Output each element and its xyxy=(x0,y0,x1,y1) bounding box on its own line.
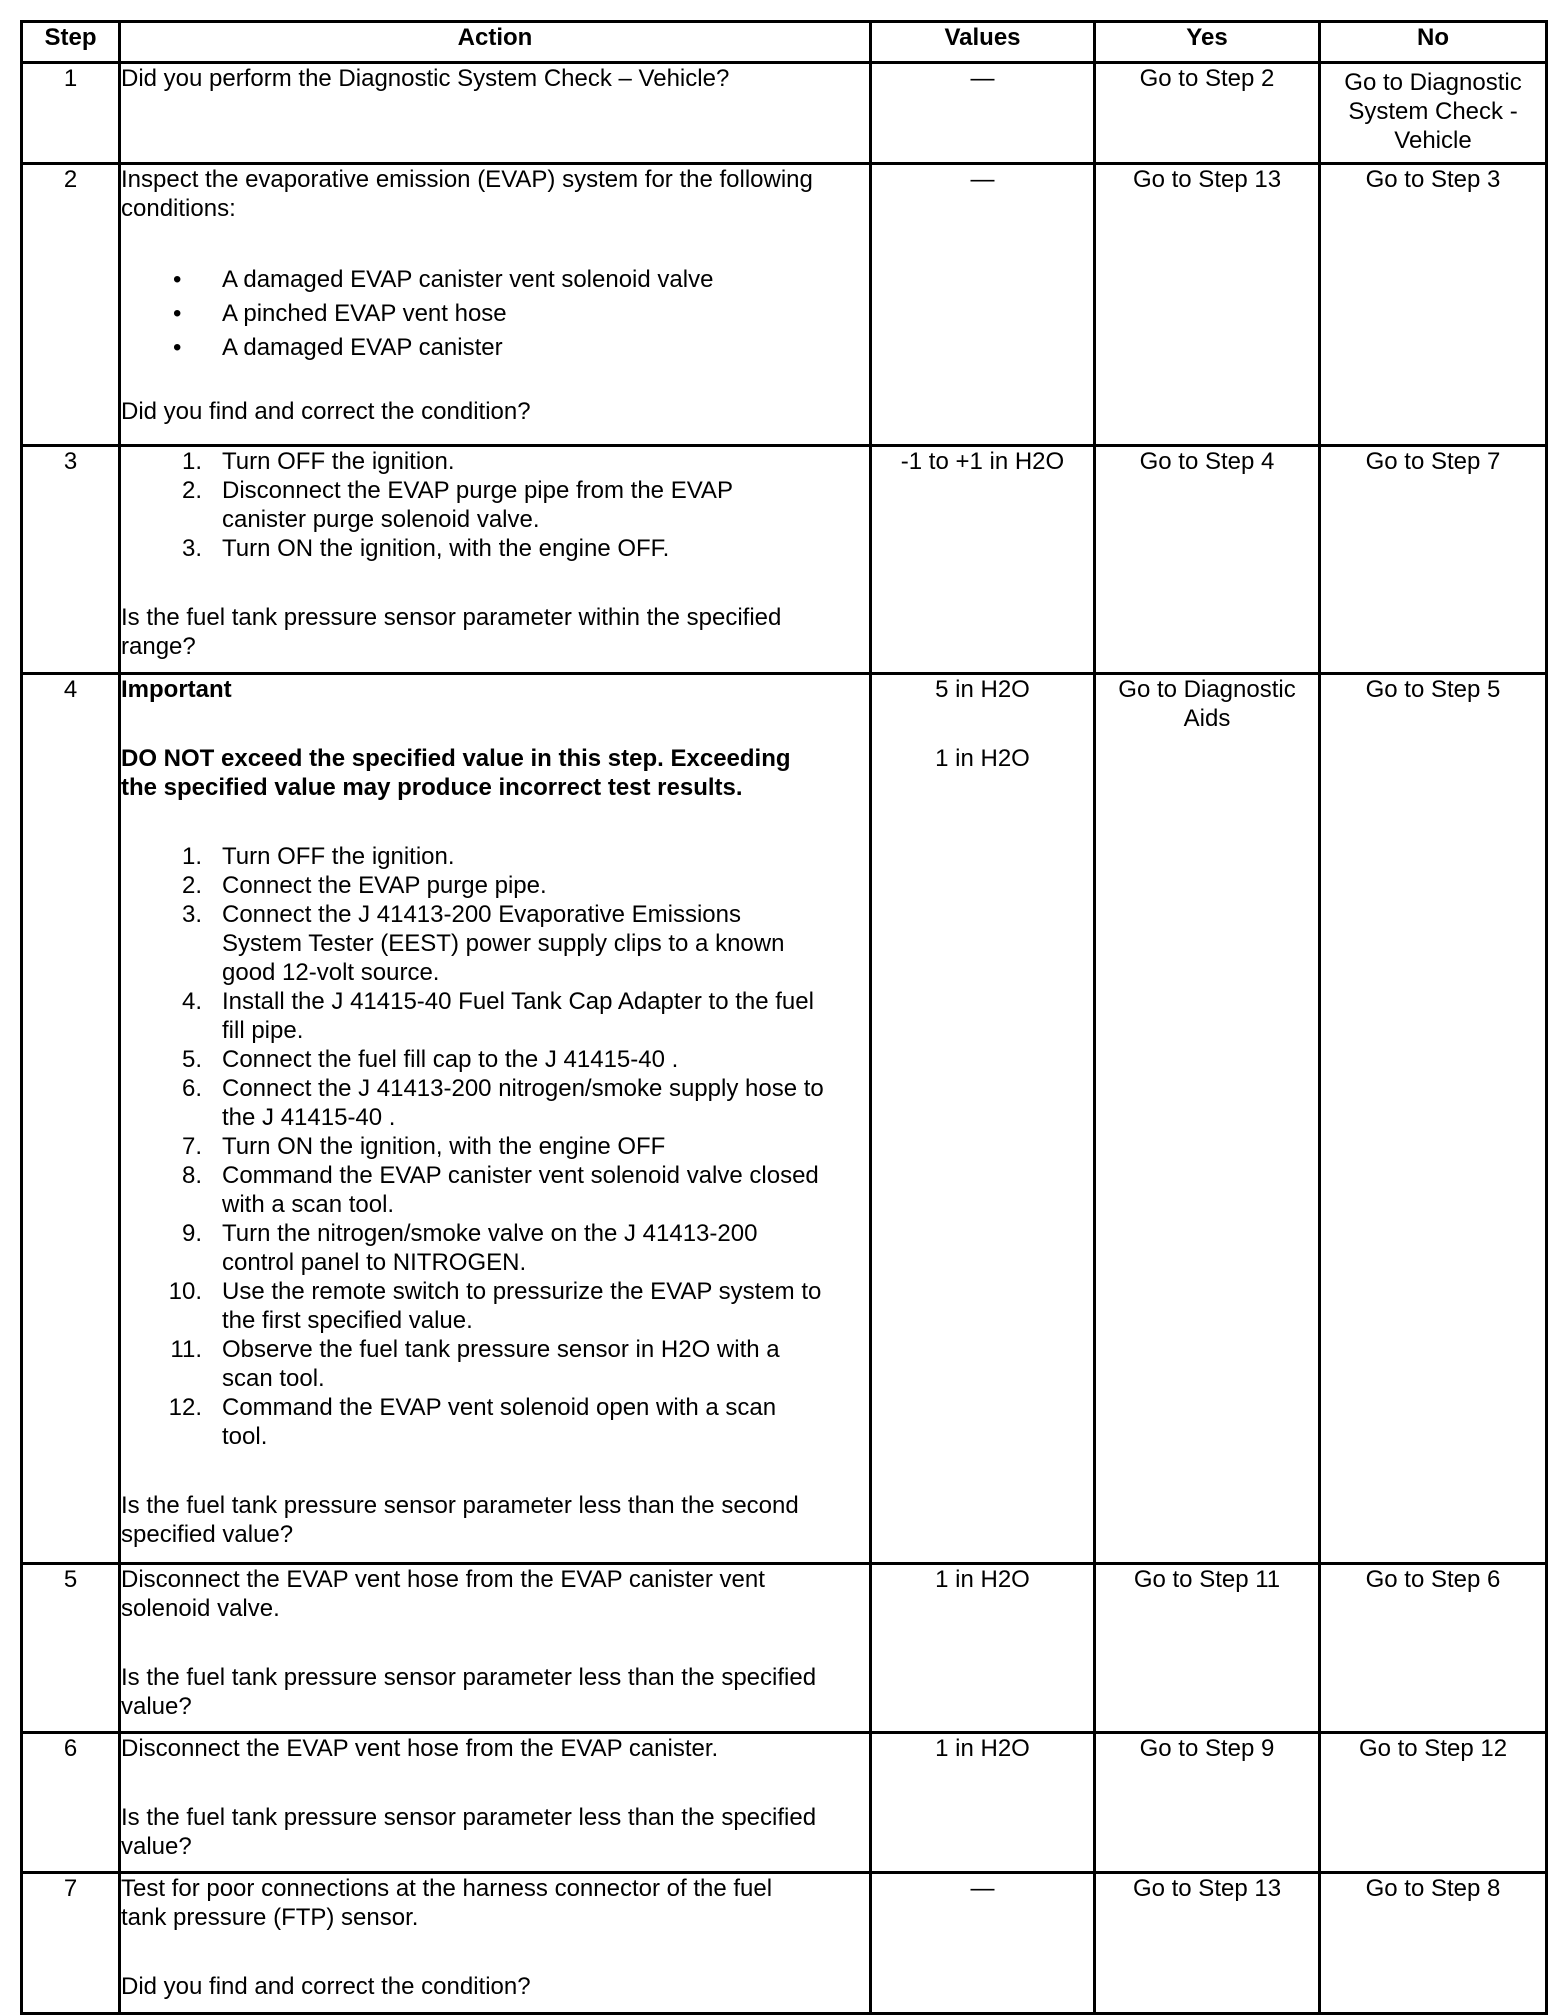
values-cell: — xyxy=(871,1873,1095,2014)
values-cell: -1 to +1 in H2O xyxy=(871,446,1095,674)
values-cell: 1 in H2O xyxy=(871,1733,1095,1873)
item-text: Turn OFF the ignition. xyxy=(222,448,455,475)
bullet-text: A damaged EVAP canister xyxy=(222,334,503,361)
item-number: 10. xyxy=(168,1278,202,1305)
no-cell: Go to Step 7 xyxy=(1320,446,1547,674)
no-cell: Go to Step 8 xyxy=(1320,1873,1547,2014)
procedure-list xyxy=(121,842,869,1451)
item-text: Turn ON the ignition, with the engine OFF xyxy=(222,1133,666,1160)
action-cell xyxy=(120,63,871,164)
step-number: 2 xyxy=(22,164,120,446)
bullet-text: A damaged EVAP canister vent solenoid valve xyxy=(222,266,714,293)
bullet-icon: • xyxy=(173,334,182,361)
list-item xyxy=(121,1393,869,1451)
action-cell xyxy=(120,1873,871,2014)
question-line: Is the fuel tank pressure sensor parameter less than the specified xyxy=(121,1664,817,1691)
question-line: range? xyxy=(121,633,196,660)
item-text: Use the remote switch to pressurize the EVAP system to xyxy=(222,1278,822,1305)
item-text: Disconnect the EVAP purge pipe from the EVAP xyxy=(222,477,733,504)
list-item xyxy=(121,987,869,1045)
intro-line: solenoid valve. xyxy=(121,1595,280,1622)
list-item xyxy=(121,299,869,328)
list-item xyxy=(121,447,869,476)
list-item xyxy=(121,1161,869,1219)
question-line: value? xyxy=(121,1833,192,1860)
item-number: 11. xyxy=(170,1336,202,1363)
values-cell: — xyxy=(871,63,1095,164)
header-values: Values xyxy=(871,22,1095,63)
no-line: Go to Diagnostic xyxy=(1344,69,1522,96)
item-text: Command the EVAP canister vent solenoid valve closed xyxy=(222,1162,819,1189)
header-step: Step xyxy=(22,22,120,63)
table-row-step-3 xyxy=(22,446,1547,674)
list-item xyxy=(121,871,869,900)
list-item xyxy=(121,1219,869,1277)
step-number: 5 xyxy=(22,1564,120,1733)
list-item xyxy=(121,1335,869,1393)
list-item xyxy=(121,1045,869,1074)
warning-line: DO NOT exceed the specified value in this step. Exceeding xyxy=(121,745,791,772)
item-text: control panel to NITROGEN. xyxy=(222,1249,527,1276)
item-number: 3. xyxy=(181,535,202,562)
list-item xyxy=(121,1074,869,1132)
no-line: System Check - xyxy=(1348,98,1518,125)
yes-line: Go to Diagnostic xyxy=(1118,676,1296,703)
step-number: 6 xyxy=(22,1733,120,1873)
table-row-step-4 xyxy=(22,674,1547,1564)
list-item xyxy=(121,265,869,294)
item-number: 7. xyxy=(181,1133,202,1160)
item-number: 2. xyxy=(181,477,202,504)
values-cell: — xyxy=(871,164,1095,446)
item-number: 5. xyxy=(181,1046,202,1073)
step-number: 3 xyxy=(22,446,120,674)
warning-line: the specified value may produce incorrect test results. xyxy=(121,774,743,801)
header-no: No xyxy=(1320,22,1547,63)
item-text: Connect the J 41413-200 nitrogen/smoke supply hose to xyxy=(222,1075,824,1102)
item-number: 6. xyxy=(181,1075,202,1102)
procedure-list xyxy=(121,447,869,563)
item-number: 12. xyxy=(168,1394,202,1421)
yes-cell: Go to Step 9 xyxy=(1095,1733,1320,1873)
list-item xyxy=(121,333,869,362)
action-cell xyxy=(120,164,871,446)
item-text: Connect the EVAP purge pipe. xyxy=(222,872,547,899)
question-line: Is the fuel tank pressure sensor parameter less than the specified xyxy=(121,1804,817,1831)
item-text: Turn the nitrogen/smoke valve on the J 41413-200 xyxy=(222,1220,758,1247)
table-row-step-6 xyxy=(22,1733,1547,1873)
item-number: 3. xyxy=(181,901,202,928)
bullet-text: A pinched EVAP vent hose xyxy=(222,300,507,327)
item-number: 9. xyxy=(181,1220,202,1247)
important-heading: Important xyxy=(121,676,232,703)
step-number: 1 xyxy=(22,63,120,164)
list-item xyxy=(121,476,869,534)
item-number: 8. xyxy=(181,1162,202,1189)
intro-line: Test for poor connections at the harness connector of the fuel xyxy=(121,1875,773,1902)
list-item xyxy=(121,534,869,563)
item-text: System Tester (EEST) power supply clips to a known xyxy=(222,930,785,957)
item-text: canister purge solenoid valve. xyxy=(222,506,540,533)
item-number: 2. xyxy=(181,872,202,899)
intro-line: Disconnect the EVAP vent hose from the EVAP canister vent xyxy=(121,1566,765,1593)
list-item xyxy=(121,1277,869,1335)
action-cell xyxy=(120,674,871,1564)
value-first: 5 in H2O xyxy=(935,676,1030,703)
list-item xyxy=(121,900,869,987)
item-text: fill pipe. xyxy=(222,1017,304,1044)
step-number: 7 xyxy=(22,1873,120,2014)
question-text: Did you find and correct the condition? xyxy=(121,398,531,425)
item-text: Command the EVAP vent solenoid open with a scan xyxy=(222,1394,777,1421)
item-number: 1. xyxy=(181,448,202,475)
header-action: Action xyxy=(120,22,871,63)
question-line: specified value? xyxy=(121,1521,294,1548)
question-line: value? xyxy=(121,1693,192,1720)
table-row-step-5 xyxy=(22,1564,1547,1733)
intro-line: tank pressure (FTP) sensor. xyxy=(121,1904,419,1931)
yes-line: Aids xyxy=(1183,705,1231,732)
item-text: Install the J 41415-40 Fuel Tank Cap Adapter to the fuel xyxy=(222,988,814,1015)
action-cell xyxy=(120,1564,871,1733)
yes-cell: Go to Step 13 xyxy=(1095,164,1320,446)
yes-cell: Go to Step 11 xyxy=(1095,1564,1320,1733)
bullet-icon: • xyxy=(173,266,182,293)
question-line: Is the fuel tank pressure sensor parameter less than the second xyxy=(121,1492,799,1519)
yes-cell: Go to Step 4 xyxy=(1095,446,1320,674)
intro-line: conditions: xyxy=(121,195,236,222)
question-text: Did you find and correct the condition? xyxy=(121,1973,531,2000)
item-text: tool. xyxy=(222,1423,268,1450)
no-line: Vehicle xyxy=(1394,127,1472,154)
item-number: 1. xyxy=(181,843,202,870)
item-text: Turn OFF the ignition. xyxy=(222,843,455,870)
no-cell: Go to Step 3 xyxy=(1320,164,1547,446)
item-text: Connect the fuel fill cap to the J 41415-40 . xyxy=(222,1046,679,1073)
list-item xyxy=(121,842,869,871)
item-text: scan tool. xyxy=(222,1365,325,1392)
step-number: 4 xyxy=(22,674,120,1564)
question-line: Is the fuel tank pressure sensor parameter within the specified xyxy=(121,604,782,631)
intro-line: Inspect the evaporative emission (EVAP) system for the following xyxy=(121,166,813,193)
action-cell xyxy=(120,446,871,674)
no-cell: Go to Step 6 xyxy=(1320,1564,1547,1733)
item-text: the J 41415-40 . xyxy=(222,1104,396,1131)
intro-line: Disconnect the EVAP vent hose from the EVAP canister. xyxy=(121,1735,719,1762)
diagnostic-table xyxy=(20,20,1548,2015)
item-text: good 12-volt source. xyxy=(222,959,440,986)
header-yes: Yes xyxy=(1095,22,1320,63)
values-cell xyxy=(871,674,1095,1564)
table-row-step-2 xyxy=(22,164,1547,446)
list-item xyxy=(121,1132,869,1161)
yes-cell xyxy=(1095,674,1320,1564)
table-row-step-1 xyxy=(22,63,1547,164)
value-second: 1 in H2O xyxy=(935,745,1030,772)
item-text: Observe the fuel tank pressure sensor in H2O with a xyxy=(222,1336,780,1363)
header-row xyxy=(22,22,1547,63)
condition-list xyxy=(121,265,869,362)
yes-cell: Go to Step 2 xyxy=(1095,63,1320,164)
no-cell: Go to Step 12 xyxy=(1320,1733,1547,1873)
question-text: Did you perform the Diagnostic System Check – Vehicle? xyxy=(121,65,730,92)
values-cell: 1 in H2O xyxy=(871,1564,1095,1733)
no-cell xyxy=(1320,63,1547,164)
yes-cell: Go to Step 13 xyxy=(1095,1873,1320,2014)
action-cell xyxy=(120,1733,871,1873)
item-text: Connect the J 41413-200 Evaporative Emissions xyxy=(222,901,741,928)
item-number: 4. xyxy=(181,988,202,1015)
bullet-icon: • xyxy=(173,300,182,327)
item-text: Turn ON the ignition, with the engine OFF. xyxy=(222,535,670,562)
table-row-step-7 xyxy=(22,1873,1547,2014)
no-cell: Go to Step 5 xyxy=(1320,674,1547,1564)
item-text: with a scan tool. xyxy=(222,1191,395,1218)
item-text: the first specified value. xyxy=(222,1307,473,1334)
